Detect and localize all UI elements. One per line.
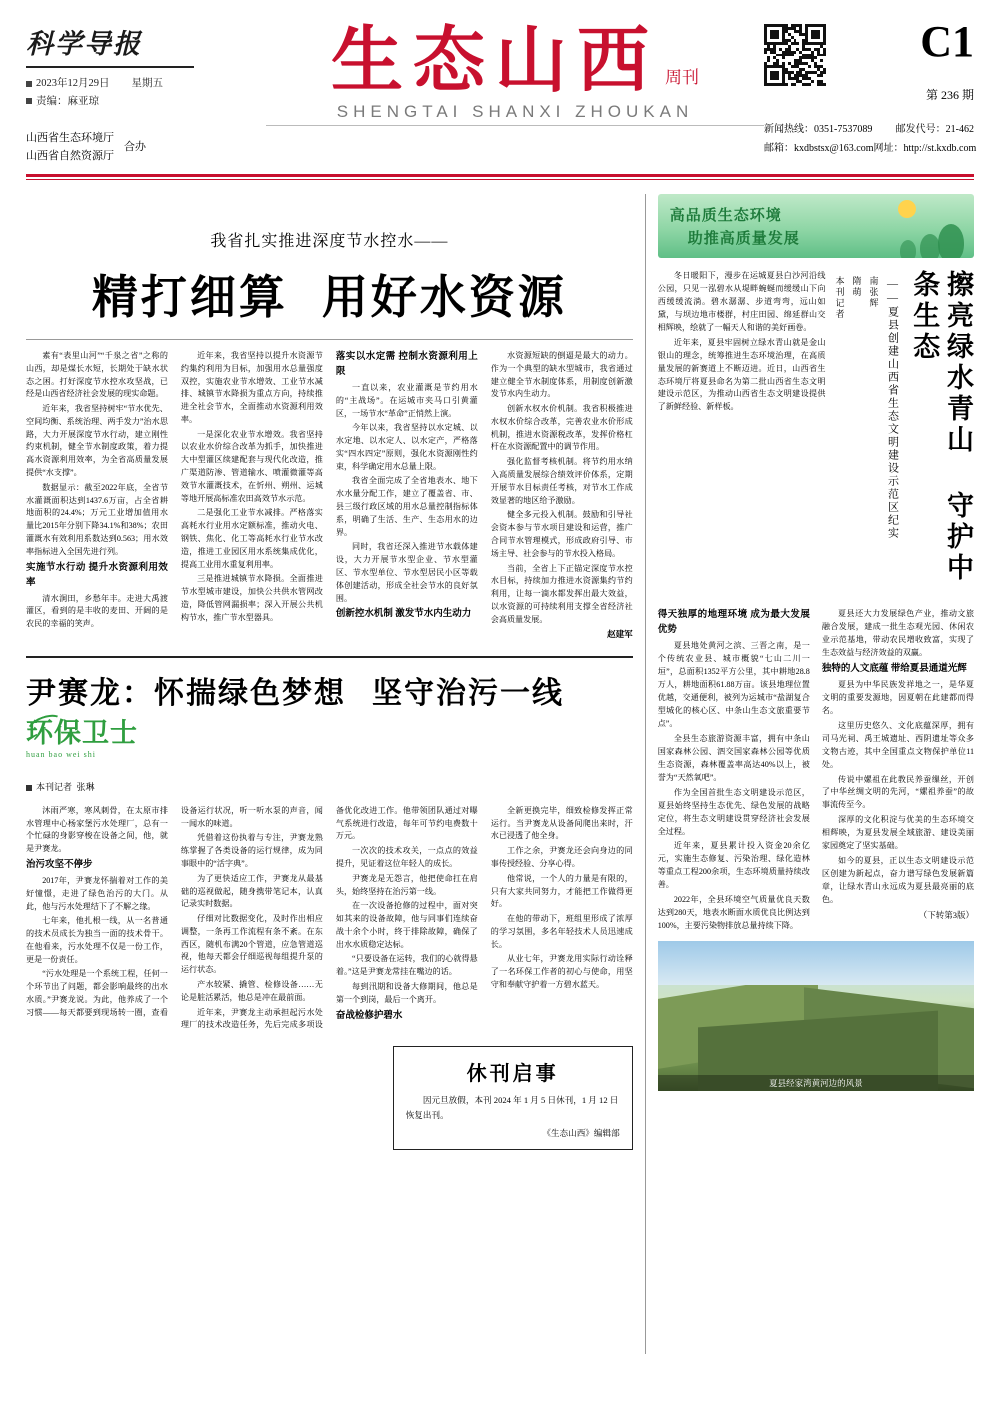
lead-paragraph: 水资源短缺的倒逼是最大的动力。作为一个典型的缺水型城市，我省通过建立健全节水制度体系，用制度创新激发节水内生动力。	[490, 351, 633, 399]
article2-paragraph: 每到汛期和设备大修期间，他总是第一个到岗，最后一个离开。	[335, 981, 478, 1004]
side-continuation-note: （下转第3版）	[918, 909, 974, 920]
logo-pinyin: huan bao wei shi	[26, 750, 96, 760]
article2-byline	[26, 780, 176, 793]
reporter-name: 张琳	[76, 781, 95, 792]
issue-number: 第 236 期	[925, 88, 974, 102]
lead-byline: 赵建军	[607, 629, 633, 640]
article2-body	[26, 805, 633, 1032]
article2-paragraph: 七年来，他扎根一线，从一名普通的技术员成长为独当一面的技术骨干。在他看来，污水处理不仅是一份工作，更是一份责任。	[26, 916, 168, 964]
huanbao-weishi-logo	[26, 717, 144, 776]
side-section-heading: 独特的人文底蕴 带给夏县通道光辉	[821, 663, 967, 674]
side-subtitle: ——夏县创建山西省生态文明建设示范区纪实	[886, 278, 899, 540]
side-section-heading: 得天独厚的地理环境 成为最大发展优势	[657, 610, 810, 636]
email-address: 邮箱：kxdbstsx@163.com	[764, 142, 874, 154]
credit-name-2: 南张辉	[868, 276, 879, 309]
sponsor-joint-label: 合办	[124, 140, 146, 153]
side-credit-names	[851, 270, 864, 380]
landscape-photo	[658, 941, 974, 1091]
article2-paragraph: 从业七年，尹赛龙用实际行动诠释了一名环保工作者的初心与使命，用坚守和奉献守护着一方碧水蓝天。	[490, 954, 633, 989]
page-title: 生态山西	[330, 17, 659, 102]
bullet-icon	[26, 81, 32, 87]
banner-line2: 助推高质量发展	[687, 229, 800, 248]
lead-paragraph: 近年来，我省坚持树牢“节水优先、空间均衡、系统治理、两手发力”治水思路，大力开展深度节水行动，建立刚性约束机制，健全节水制度政策，着力提高水资源利用效率，为全省高质量发展提供“水支撑”。	[26, 404, 168, 478]
article2-paragraph: 沐雨严寒，寒风刺骨，在太原市排水管理中心杨家堡污水处理厂，总有一个忙碌的身影穿梭在设备之间，他，就是尹赛龙。	[26, 805, 168, 854]
photo-caption: 夏县经家湾黄河边的风景	[658, 1075, 974, 1091]
side-paragraph: 夏县地处黄河之滨、三晋之南，是一个传统农业县、城市概貌“七山二川一垣”，总面积1352平方公里，其中耕地28.8万人，耕地面积61.88万亩。该县地理位置优越，交通便利，被列为运城市“盐湖复合型城化的核心区、中条山生态文旅重要节点”。	[657, 641, 810, 728]
lead-section-heading: 落实以水定需 控制水资源利用上限	[335, 352, 478, 377]
lead-body	[26, 350, 633, 642]
lead-paragraph: 强化监督考核机制。将节约用水纳入高质量发展综合绩效评价体系，定期开展节水目标责任考核，对节水工作成效显著的地区给予激励。	[490, 457, 633, 505]
side-paragraph: 近年来，夏县牢固树立绿水青山就是金山银山的理念，统筹推进生态环境治理，在高质量发展的新赛道上不断迈进。近日，山西省生态环境厅将夏县命名为第二批山西省生态文明建设示范区，为推动山西省生态文明建设提供了新鲜经验、新样板。	[657, 337, 826, 412]
lead-section-heading: 实施节水行动 提升水资源利用效率	[26, 562, 168, 588]
side-paragraph: 冬日暖阳下，漫步在运城夏县白沙河沿线公园，只见一泓碧水从堤畔蜿蜒而缓缓山下向西缓缓流淌。碧水潺潺、步道弯弯，远山如黛，与坝边地市楼群，村庄田园、绵延群山交相辉映，绘就了一幅天人和谐的美好画卷。	[657, 271, 826, 332]
masthead-center	[266, 18, 764, 126]
lead-headline-part1: 精打细算	[91, 270, 288, 324]
lead-paragraph: 创新水权水价机制。我省积极推进水权水价综合改革，完善农业水价形成机制，推进水资源税改革，发挥价格杠杆在水资源配置中的调节作用。	[490, 404, 633, 452]
side-paragraph: 近年来，夏县累计投入资金20余亿元，实施生态修复、污染治理、绿化造林等重点工程200余项，生态环境质量持续改善。	[657, 841, 810, 890]
masthead-left	[26, 18, 266, 165]
bullet-icon	[26, 785, 32, 791]
lead-paragraph: 同时，我省还深入推进节水载体建设，大力开展节水型企业、节水型灌区、节水型单位、节水型居民小区等载体创建活动，形成全社会节水的良好氛围。	[335, 542, 478, 603]
article2-paragraph: 近年来，尹赛龙主动承担起污水处理厂的技术改造任务，先后完成多项设备优化改进工作。他带领团队通过对曝气系统进行改造，每年可节约电费数十万元。	[180, 805, 478, 1030]
lead-paragraph: 数据显示：截至2022年底，全省节水灌溉面积达到1437.6万亩，占全省耕地面积的24.4%；万元工业增加值用水量比2015年分别下降34.1%和38%；农田灌溉水有效利用系数达到0.563；用水效率指标进入全国先进行列。	[26, 482, 168, 556]
banner-text	[670, 204, 800, 251]
article2-paragraph: “只要设备在运转，我们的心就得悬着。”这是尹赛龙常挂在嘴边的话。	[335, 954, 478, 977]
lead-headline-part2: 用好水资源	[321, 270, 567, 324]
lead-paragraph: 清水涧田，乡愁年丰。走进大禹渡灌区，看到的是丰收的麦田、开阔的是农民的幸福的笑声。	[26, 593, 168, 629]
lead-paragraph: 健全多元投入机制。鼓励和引导社会资本参与节水项目建设和运营，推广合同节水管理模式，形成政府引导、市场主导、社会参与的节水投入格局。	[490, 510, 633, 558]
lead-divider	[26, 339, 633, 340]
lead-paragraph: 我省全面完成了全省地表水、地下水水量分配工作，建立了覆盖省、市、县三级行政区域的用水总量控制指标体系，明确了生活、生产、生态用水的边界。	[335, 476, 478, 537]
notice-title: 休刊启事	[466, 1061, 559, 1086]
side-paragraph: 全县生态旅游资源丰富，拥有中条山国家森林公园、泗交国家森林公园等优质生态资源，森林覆盖率高达40%以上，被誉为“天然氧吧”。	[657, 733, 810, 782]
issue-date: 2023年12月29日	[36, 78, 110, 89]
lead-paragraph: 素有“表里山河”“千泉之省”之称的山西，却是煤长水短，长期处于缺水状态之困。打好深度节水控水攻坚战，已经是山西省经济社会发展的现实命题。	[26, 351, 168, 399]
side-paragraph: 深厚的文化积淀与优美的生态环境交相辉映，为夏县发展全域旅游、建设美丽家园奠定了坚实基础。	[821, 815, 974, 851]
article2-section-heading: 治污攻坚不停步	[26, 859, 93, 870]
lead-paragraph: 今年以来，我省坚持以水定城、以水定地、以水定人、以水定产，严格落实“四水四定”原则，强化水资源刚性约束，科学确定用水总量上限。	[335, 423, 478, 471]
lead-paragraph: 当前，全省上下正锚定深度节水控水目标，持续加力推进水资源集约节约利用，让每一滴水都发挥出最大效益，以水资源的可持续利用支撑全省经济社会高质量发展。	[490, 563, 633, 624]
sponsor-org-1: 山西省生态环境厅	[26, 131, 114, 144]
logo-text: 环保卫士	[26, 717, 138, 749]
qr-code-icon[interactable]	[764, 24, 826, 86]
masthead-meta	[26, 75, 266, 111]
eco-banner	[658, 194, 974, 258]
title-pinyin: SHENGTAI SHANXI ZHOUKAN	[336, 102, 694, 121]
article2-paragraph: 全新更换完毕，细致检修发挥正常运行。当尹赛龙从设备间爬出来时，汗水已浸透了他全身。	[490, 805, 633, 841]
tree-icon	[920, 234, 940, 258]
article-divider	[26, 656, 633, 658]
title-divider	[266, 125, 764, 126]
article2-paragraph: 一次次的技术攻关，一点点的效益提升，见证着这位年轻人的成长。	[335, 846, 478, 868]
article2-paragraph: 在一次设备抢修的过程中，面对突如其来的设备故障，他与同事们连续奋战十余个小时，终于排除故障，确保了出水水质稳定达标。	[335, 901, 478, 949]
side-credit-names2	[868, 270, 881, 380]
article2-paragraph: “污水处理是一个系统工程，任何一个环节出了问题，都会影响最终的出水水质。”尹赛龙说。为此，他养成了一个习惯——每天都要到现场转一圈，查看设备运行状况，听一听水泵的声音，闻一闻水的味道。	[26, 805, 323, 1017]
side-paragraph: 作为全国首批生态文明建设示范区，夏县始终坚持生态优先、绿色发展的战略定位，将生态文明建设贯穿经济社会发展全过程。	[657, 787, 810, 836]
editor-label: 责编：麻亚琼	[36, 95, 99, 107]
co-sponsors	[26, 129, 266, 165]
side-paragraph: 传说中嫘祖在此教民养蚕缫丝，开创了中华丝绸文明的先河，“嫘祖养蚕”的故事流传至今。	[821, 774, 974, 810]
notice-signature: 《生态山西》编辑部	[542, 1128, 620, 1139]
tree-icon	[900, 240, 916, 258]
banner-line1: 高品质生态环境	[669, 206, 782, 224]
article2-paragraph: 尹赛龙是无怨言，他把使命扛在肩头，始终坚持在治污第一线。	[335, 873, 478, 896]
side-paragraph: 夏县为中华民族发祥地之一，是华夏文明的重要发源地，因夏朝在此建都而得名。	[821, 679, 974, 715]
article2-paragraph: 为了更快适应工作，尹赛龙从最基础的巡视做起，随身携带笔记本，认真记录实时数据。	[180, 873, 323, 909]
lead-section-heading: 创新控水机制 激发节水内生动力	[335, 609, 472, 620]
side-paragraph: 如今的夏县，正以生态文明建设示范区创建为新起点，奋力谱写绿色发展新篇章，让绿水青山永远成为夏县最亮丽的底色。	[821, 856, 974, 904]
article2-paragraph: 他常说，一个人的力量是有限的，只有大家共同努力，才能把工作做得更好。	[490, 873, 633, 909]
sponsor-org-2: 山西省自然资源厅	[26, 149, 114, 162]
article2-paragraph: 工作之余，尹赛龙还会向身边的同事传授经验、分享心得。	[490, 846, 633, 868]
masthead-right	[764, 17, 977, 158]
article2-paragraph: 2017年，尹赛龙怀揣着对工作的美好憧憬，走进了绿色治污的大门。从此，他与污水处理结下了不解之缘。	[26, 875, 168, 911]
article2-headline-part1: 尹赛龙：怀揣绿色梦想	[26, 675, 346, 711]
side-paragraph: 夏县还大力发展绿色产业，推动文旅融合发展，建成一批生态观光园、休闲农业示范基地，带动农民增收致富，实现了生态效益与经济效益的双赢。	[821, 609, 974, 657]
bullet-icon	[26, 98, 32, 104]
article2-paragraph: 产水较紧、撬管、检修设备……无论是脏活累活，他总是冲在最前面。	[180, 979, 323, 1002]
page-body	[26, 194, 974, 1354]
lead-kicker: 我省扎实推进深度节水控水——	[210, 233, 449, 250]
side-credit	[834, 270, 847, 420]
side-paragraph: 这里历史悠久、文化底蕴深厚，拥有司马光祠、禹王城遗址、西阴遗址等众多文物古迹，其中全国重点文物保护单位11处。	[821, 720, 974, 769]
masthead-rule-thick	[26, 174, 974, 177]
article2-headline	[26, 668, 633, 712]
lead-paragraph: 一直以来，农业灌溉是节约用水的“主战场”。在运城市夹马口引黄灌区，一场节水“革命”正悄然上演。	[335, 383, 478, 418]
credit-prefix: 本刊记者	[834, 276, 845, 320]
side-column	[645, 194, 974, 1354]
masthead	[26, 17, 977, 168]
contact-block	[764, 121, 977, 158]
lead-headline	[26, 261, 633, 327]
credit-name-1: 隋萌	[851, 276, 862, 298]
sun-icon	[898, 200, 916, 218]
article2-paragraph: 在他的带动下，班组里形成了浓厚的学习氛围，多名年轻技术人员迅速成长。	[490, 914, 633, 949]
article2-headline-part2: 坚守治污一线	[372, 675, 564, 711]
tree-icon	[938, 224, 964, 258]
article2-paragraph: 仔细对比数据变化，及时作出相应调整，一条再工作流程有条不紊。在东西区，随机布满20个管道，应急管道巡视，他每天都会仔细巡视每组提升泵的运行状态。	[180, 914, 323, 975]
article2-paragraph: 凭借着这份执着与专注，尹赛龙熟练掌握了各类设备的运行规律，成为同事眼中的“活字典”。	[180, 833, 323, 868]
side-headline: 擦亮绿水青山 守护中条生态	[908, 270, 973, 584]
side-intro	[658, 270, 826, 414]
section-code: C1	[920, 17, 974, 66]
post-code: 邮发代号：21-462	[895, 124, 974, 135]
side-paragraph: 2022年，全县环境空气质量优良天数达到280天，地表水断面水质优良比例达到100%，主要污染物排放总量持续下降。	[657, 895, 810, 931]
article2-section-heading: 奋战检修护碧水	[335, 1010, 403, 1021]
reporter-prefix: 本刊记者	[36, 781, 73, 792]
lead-paragraph: 近年来，我省坚持以提升水资源节约集约利用为目标，加强用水总量强度双控，实施农业节水增效、工业节水减排、城镇节水降损为重点方向，持续推进全社会节水，全面推动水资源利用效率。	[180, 351, 323, 424]
side-body-top	[658, 608, 974, 933]
news-hotline: 新闻热线：0351-7537089	[764, 124, 873, 135]
publication-logo: 科学导报	[26, 22, 194, 68]
website-address[interactable]: 网址：http://st.kxdb.com	[873, 142, 977, 154]
main-column	[26, 194, 645, 1354]
issue-weekday: 星期五	[131, 78, 163, 89]
lead-paragraph: 三是推进城镇节水降损。全面推进节水型城市建设，加快公共供水管网改造，降低管网漏损率；深入开展公共机构节水，推广节水型器具。	[180, 574, 323, 622]
weekly-label: 周刊	[665, 68, 699, 87]
lead-paragraph: 一是深化农业节水增效。我省坚持以农业水价综合改革为抓手，加快推进大中型灌区续建配套与现代化改造，推广渠道防渗、管道输水、喷灌微灌等高效节水灌溉技术，在忻州、朔州、运城等地开展高标准农田高效节水示范。	[180, 429, 323, 503]
publication-notice	[393, 1046, 633, 1150]
masthead-rule-thin	[26, 179, 974, 180]
lead-paragraph: 二是强化工业节水减排。严格落实高耗水行业用水定额标准，推动火电、钢铁、焦化、化工等高耗水行业节水改造，推进工业园区用水系统集成优化，提高工业用水重复利用率。	[180, 508, 323, 569]
notice-body: 因元旦放假，本刊 2024 年 1 月 5 日休刊，1 月 12 日恢复出刊。	[405, 1095, 619, 1120]
